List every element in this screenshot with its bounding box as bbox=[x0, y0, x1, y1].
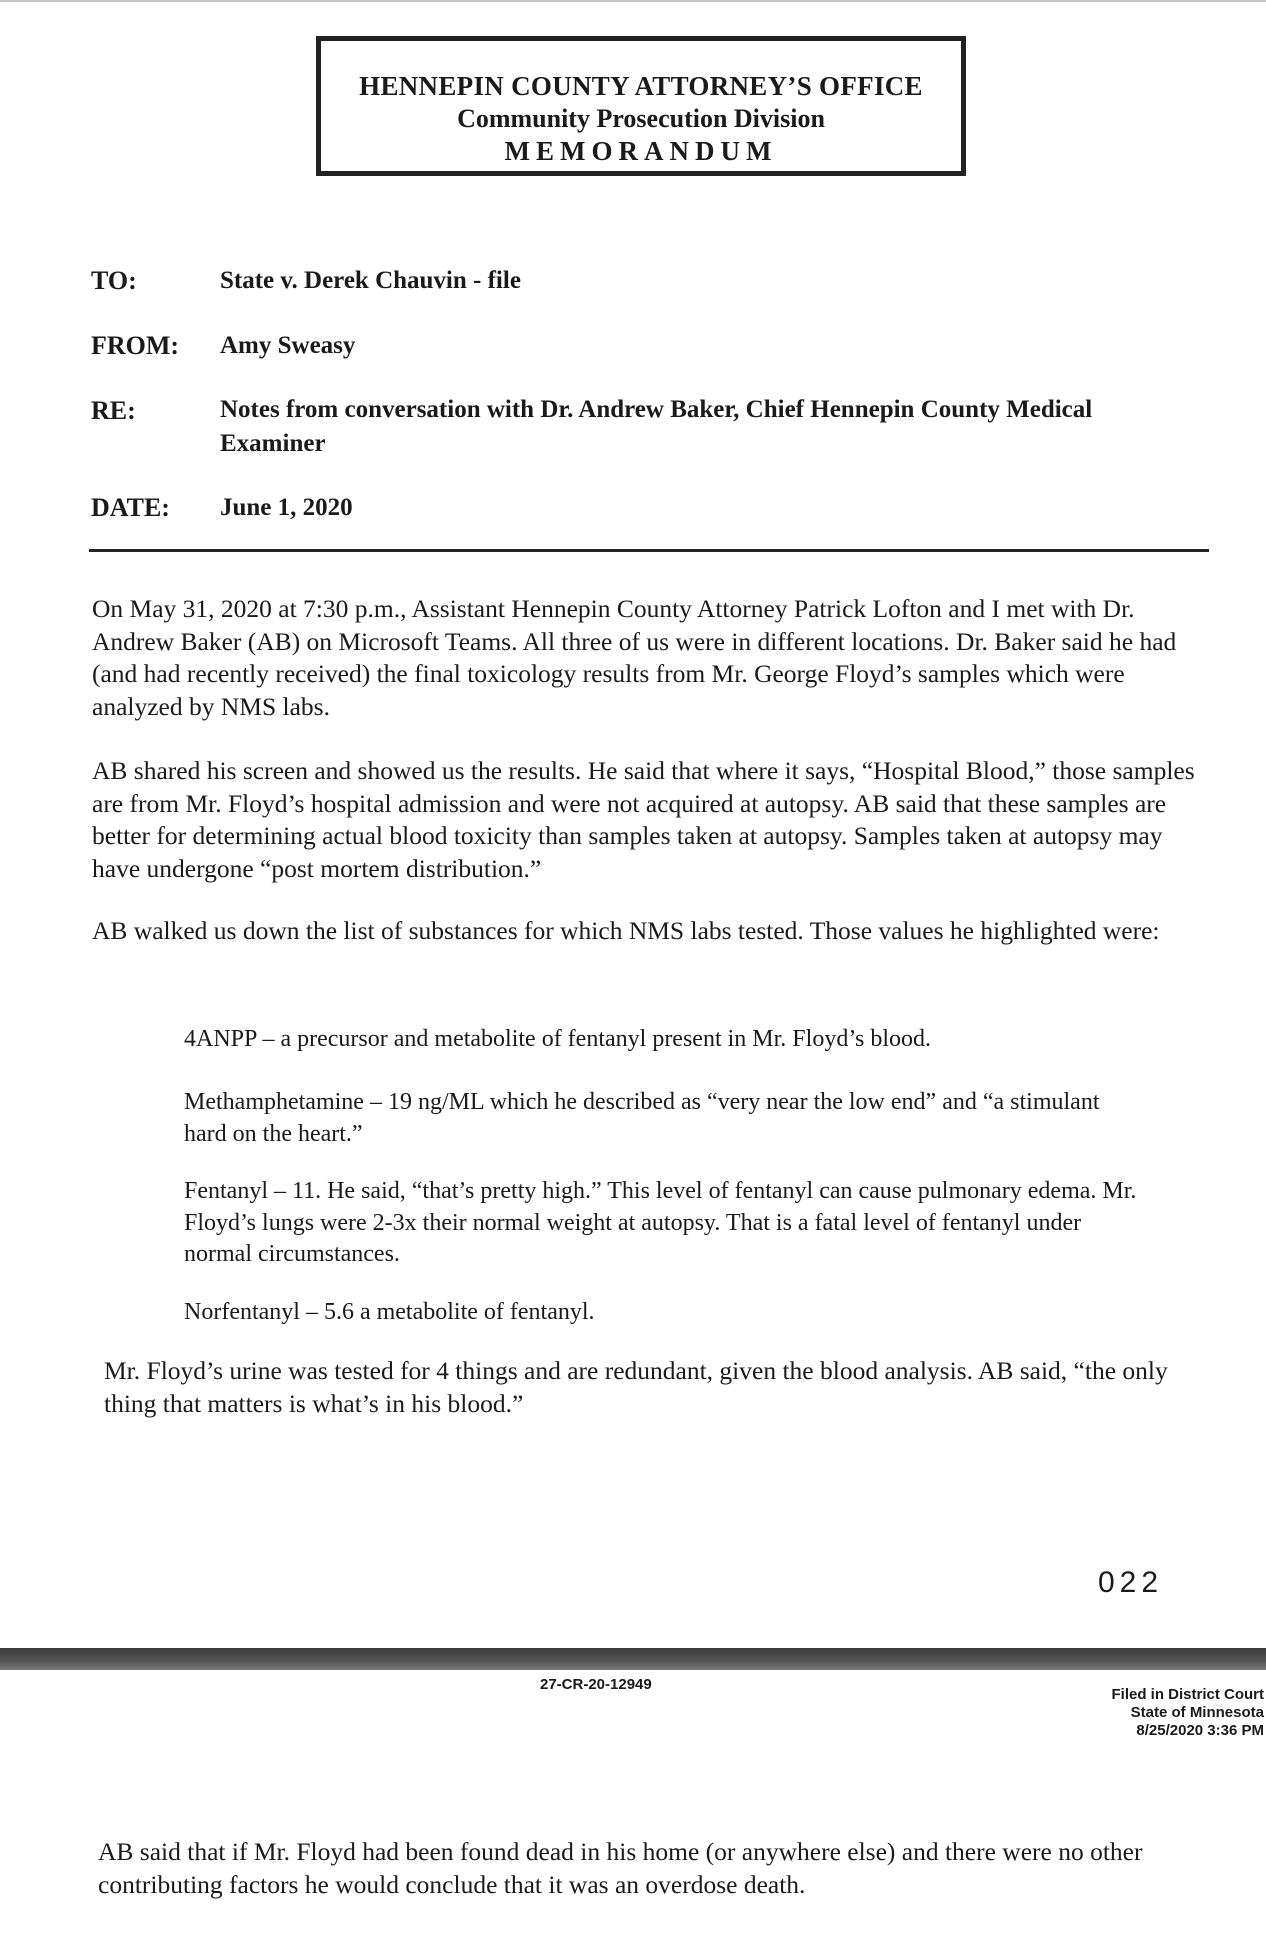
memo-header-box bbox=[316, 36, 966, 176]
to-label: TO: bbox=[91, 266, 137, 295]
page-number: 022 bbox=[1098, 1566, 1164, 1599]
case-number: 27-CR-20-12949 bbox=[540, 1676, 652, 1693]
to-value: State v. Derek Chauvin - file bbox=[220, 267, 521, 294]
office-name: HENNEPIN COUNTY ATTORNEY’S OFFICE bbox=[359, 71, 923, 101]
division-name: Community Prosecution Division bbox=[457, 104, 825, 133]
paragraph-meeting: On May 31, 2020 at 7:30 p.m., Assistant Hennepin County Attorney Patrick Lofton and I met with Dr. Andrew Baker (AB) on Microsoft Teams. All three of us were in different locations. Dr. Baker said he had (and had recently received) the final toxicology results from Mr. George Floyd’s samples which were analyzed by NMS labs. bbox=[92, 594, 1177, 721]
substance-item-4anpp: 4ANPP – a precursor and metabolite of fentanyl present in Mr. Floyd’s blood. bbox=[184, 1026, 931, 1052]
paragraph-results: AB shared his screen and showed us the results. He said that where it says, “Hospital Blood,” those samples are from Mr. Floyd’s hospital admission and were not acquired at autopsy. AB said that these samples are better for determining actual blood toxicity than samples taken at autopsy. Samples taken at autopsy may have undergone “post mortem distribution.” bbox=[92, 756, 1195, 883]
date-label: DATE: bbox=[91, 493, 170, 522]
re-label: RE: bbox=[91, 396, 136, 425]
document-type: MEMORANDUM bbox=[504, 136, 778, 166]
filing-stamp-datetime: 8/25/2020 3:36 PM bbox=[1136, 1722, 1264, 1739]
from-label: FROM: bbox=[91, 331, 180, 360]
header-divider bbox=[89, 549, 1209, 552]
substance-item-fentanyl: Fentanyl – 11. He said, “that’s pretty high.” This level of fentanyl can cause pulmonary edema. Mr. Floyd’s lungs were 2-3x their normal weight at autopsy. That is a fatal level of fentanyl under normal circumstances. bbox=[184, 1178, 1137, 1267]
page-break-bar bbox=[0, 1648, 1266, 1670]
filing-stamp bbox=[1111, 1686, 1264, 1740]
filing-stamp-state: State of Minnesota bbox=[1130, 1704, 1264, 1721]
paragraph-substances-intro: AB walked us down the list of substances for which NMS labs tested. Those values he highlighted were: bbox=[92, 916, 1160, 945]
paragraph-urine: Mr. Floyd’s urine was tested for 4 things and are redundant, given the blood analysis. AB said, “the only thing that matters is what’s in his blood.” bbox=[104, 1356, 1168, 1418]
substance-item-methamphetamine: Methamphetamine – 19 ng/ML which he described as “very near the low end” and “a stimulant hard on the heart.” bbox=[184, 1089, 1100, 1147]
scan-top-edge bbox=[0, 0, 1266, 2]
re-value: Notes from conversation with Dr. Andrew Baker, Chief Hennepin County Medical Examiner bbox=[220, 396, 1093, 457]
from-value: Amy Sweasy bbox=[220, 332, 356, 359]
paragraph-overdose-conclusion: AB said that if Mr. Floyd had been found dead in his home (or anywhere else) and there were no other contributing factors he would conclude that it was an overdose death. bbox=[98, 1837, 1143, 1899]
filing-stamp-court: Filed in District Court bbox=[1111, 1686, 1264, 1703]
date-value: June 1, 2020 bbox=[220, 494, 353, 521]
substance-item-norfentanyl: Norfentanyl – 5.6 a metabolite of fentanyl. bbox=[184, 1299, 595, 1325]
